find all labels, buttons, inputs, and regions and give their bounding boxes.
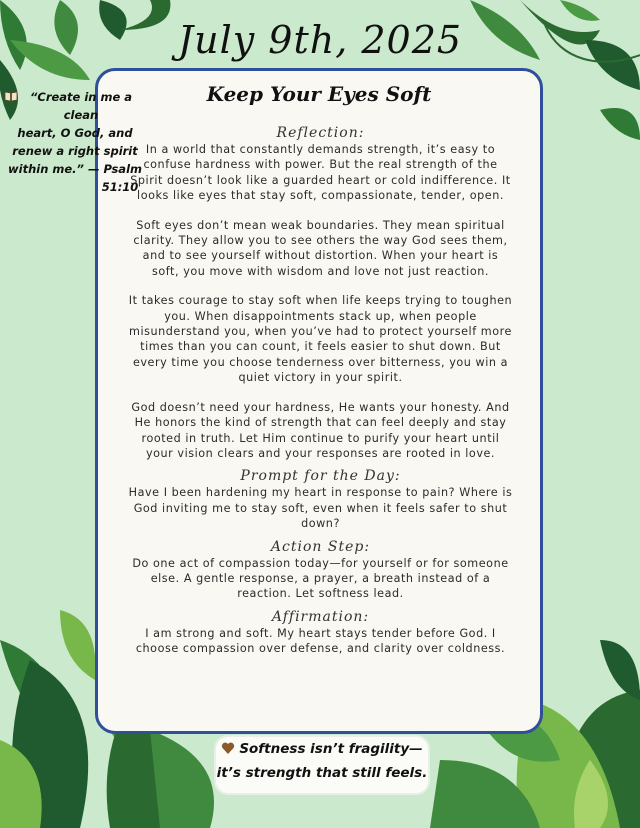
reflection-paragraph: God doesn’t need your hardness, He wants your honesty. And He honors the kind of strength that can feel deeply and stay rooted in truth. Let Him continue to purify your heart until your vision clears and your responses are rooted in love. (131, 400, 510, 460)
action-heading: Action Step: (270, 538, 371, 555)
verse-line: 51:10 (101, 180, 139, 194)
affirmation-heading: Affirmation: (271, 608, 370, 625)
affirmation-text: I am strong and soft. My heart stays tender before God. I choose compassion over defense, and clarity over coldness. (135, 626, 506, 656)
devotional-content (128, 124, 513, 657)
verse-line: renew a right spirit (12, 144, 138, 158)
quote-banner (216, 737, 428, 793)
prompt-text: Have I been hardening my heart in response to pain? Where is God inviting me to stay soft, even when it feels safer to shut down? (128, 486, 513, 531)
reflection-paragraph: Soft eyes don’t mean weak boundaries. They mean spiritual clarity. They allow you to see others the way God sees them, and to see yourself without distortion. When your heart is soft, you move with wisdom and love not just reaction. (133, 218, 508, 278)
subtitle: Keep Your Eyes Soft (206, 82, 432, 106)
open-book-icon (4, 89, 18, 107)
action-text: Do one act of compassion today—for yourself or for someone else. A gentle response, a prayer, a breath instead of a reaction. Let softness lead. (132, 556, 509, 601)
banner-line-1 (216, 737, 428, 761)
date-title: July 9th, 2025 (177, 18, 463, 62)
reflection-heading: Reflection: (276, 125, 365, 141)
reflection-paragraph: In a world that constantly demands strength, it’s easy to confuse hardness with power. But the real strength of the Spirit doesn’t look like a guarded heart or cold indifference. It looks like eyes that stay soft, compassionate, tender, open. (130, 143, 511, 203)
banner-text-2: it’s strength that still feels. (216, 765, 428, 781)
verse-line: within me.” — Psalm (8, 162, 142, 176)
reflection-paragraph: It takes courage to stay soft when life keeps trying to toughen you. When disappointments stack up, when people misunderstand you, when you’ve had to protect yourself more times than you can count, it feels easier to shut down. But every time you choose tenderness over bitterness, you win a quiet victory in your spirit. (128, 294, 513, 385)
verse-line: heart, O God, and (17, 126, 133, 140)
prompt-heading: Prompt for the Day: (240, 468, 401, 485)
brown-heart-icon (221, 741, 235, 755)
banner-text-1: Softness isn’t fragility— (239, 741, 423, 757)
verse-line: “Create in me a clean (29, 90, 133, 122)
verse-callout (4, 88, 146, 196)
